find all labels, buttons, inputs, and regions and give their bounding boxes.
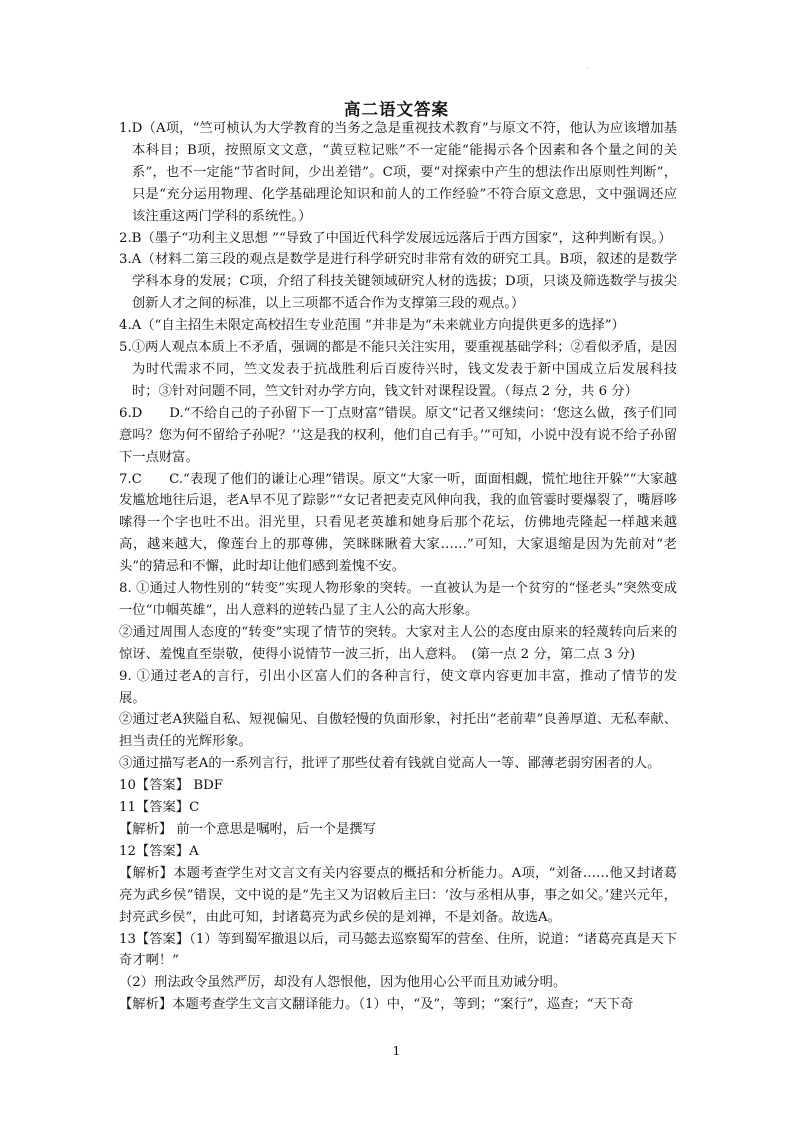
answer-paragraph: 13【答案】（1）等到蜀军撤退以后，司马懿去巡察蜀军的营垒、住所，说道：“诸葛亮真是天下奇才啊！”: [119, 931, 677, 969]
answer-paragraph: 【解析】本题考查学生文言文翻译能力。（1）中，“及”，等到；“案行”，巡查；“天下奇: [119, 997, 634, 1013]
answer-paragraph: 4.A（“自主招生未限定高校招生专业范围 ”并非是为“未来就业方向提供更多的选择”）: [119, 318, 625, 334]
answer-paragraph: 3.A（材料二第三段的观点是数学是进行科学研究时非常有效的研究工具。B项，叙述的是数学学科本身的发展；C项，介绍了科技关键领域研究人材的选拔；D项，只谈及筛选数学与拔尖创新人才之间的标准，以上三项都不适合作为支撑第三段的观点。）: [119, 252, 677, 312]
answer-paragraph: 9. ①通过老A的言行，引出小区富人们的各种言行，使文章内容更加丰富，推动了情节的发展。: [119, 668, 677, 706]
answer-paragraph: 2.B（墨子“功利主义思想 ”“导致了中国近代科学发展远远落后于西方国家”，这种判断有误。）: [119, 230, 672, 246]
answer-paragraph: 1.D（A项，“竺可桢认为大学教育的当务之急是重视技术教育”与原文不符，他认为应该增加基本科目；B项，按照原文文意，“黄豆粒记账”不一定能“能揭示各个因素和各个量之间的关系”，也不一定能“节省时间，少出差错”。C项，要“对探索中产生的想法作出原则性判断”，只是“充分运用物理、化学基础理论知识和前人的工作经验”不符合原文意思，文中强调还应该注重这两门学科的系统性。）: [119, 121, 677, 224]
answer-paragraph: 12【答案】A: [119, 843, 199, 859]
answer-paragraph: 10【答案】 BDF: [119, 778, 223, 794]
answer-paragraph: 11【答案】C: [119, 800, 200, 816]
answer-paragraph: 6.D D.“不给自己的子孙留下一丁点财富”错误。原文“记者又继续问：‘您这么做，孩子们同意吗？您为何不留给子孙呢？’‘这是我的权利，他们自己有手。’”可知，小说中没有说不给子孙留下一点财富。: [119, 405, 677, 465]
answer-paragraph: （2）刑法政令虽然严厉，却没有人怨恨他，因为他用心公平而且劝诫分明。: [119, 975, 567, 991]
page-number: 1: [392, 1044, 401, 1058]
answer-paragraph: 5.①两人观点本质上不矛盾，强调的都是不能只关注实用，要重视基础学科；②看似矛盾，是因为时代需求不同，竺文发表于抗战胜利后百废待兴时，钱文发表于新中国成立后发展科技时；③针对问题不同，竺文针对办学方向，钱文针对课程设置。（每点 2 分，共 6 分）: [119, 340, 677, 399]
answer-paragraph: 7.C C.“表现了他们的谦让心理”错误。原文“大家一听，面面相觑，慌忙地往开躲”“大家越发尴尬地往后退，老A早不见了踪影”“女记者把麦克风伸向我，我的血管霎时要爆裂了，嘴唇哆嗦得一个字也吐不出。泪光里，只看见老英雄和她身后那个花坛，仿佛地壳隆起一样越来越高，越来越大，像莲台上的那尊佛，笑眯眯瞅着大家……”可知，大家退缩是因为先前对“老头”的猜忌和不懈，此时却让他们感到羞愧不安。: [119, 471, 677, 575]
answer-paragraph: 【解析】 前一个意思是嘱咐，后一个是撰写: [119, 822, 376, 837]
answer-paragraph: ②通过老A狭隘自私、短视偏见、自傲轻慢的负面形象，衬托出“老前辈”良善厚道、无私奉献、担当责任的光辉形象。: [119, 712, 677, 750]
answer-body: [119, 118, 677, 1016]
answer-paragraph: 【解析】本题考查学生对文言文有关内容要点的概括和分析能力。A项，“刘备……他又封诸葛亮为武乡侯”错误，文中说的是“先主又为诏敕后主曰：‘汝与丞相从事，事之如父。’建兴元年，封亮武乡侯”，由此可知，封诸葛亮为武乡侯的是刘禅，不是刘备。故选A。: [119, 865, 677, 925]
answer-paragraph: 8. ①通过人物性别的“转变”实现人物形象的突转。一直被认为是一个贫穷的“怪老头”突然变成一位“巾帼英雄”，出人意料的逆转凸显了主人公的高大形象。: [119, 581, 677, 618]
page-title: 高二语文答案: [344, 100, 449, 119]
answer-paragraph: ③通过描写老A的一系列言行，批评了那些仗着有钱就自觉高人一等、鄙薄老弱穷困者的人。: [119, 756, 661, 772]
corner-mark: ·: [586, 64, 589, 73]
answer-paragraph: ②通过周围人态度的“转变”实现了情节的突转。大家对主人公的态度由原来的轻蔑转向后来的惊讶、羞愧直至崇敬，使得小说情节一波三折，出人意料。 (第一点 2 分，第二点 3 分): [119, 624, 677, 662]
